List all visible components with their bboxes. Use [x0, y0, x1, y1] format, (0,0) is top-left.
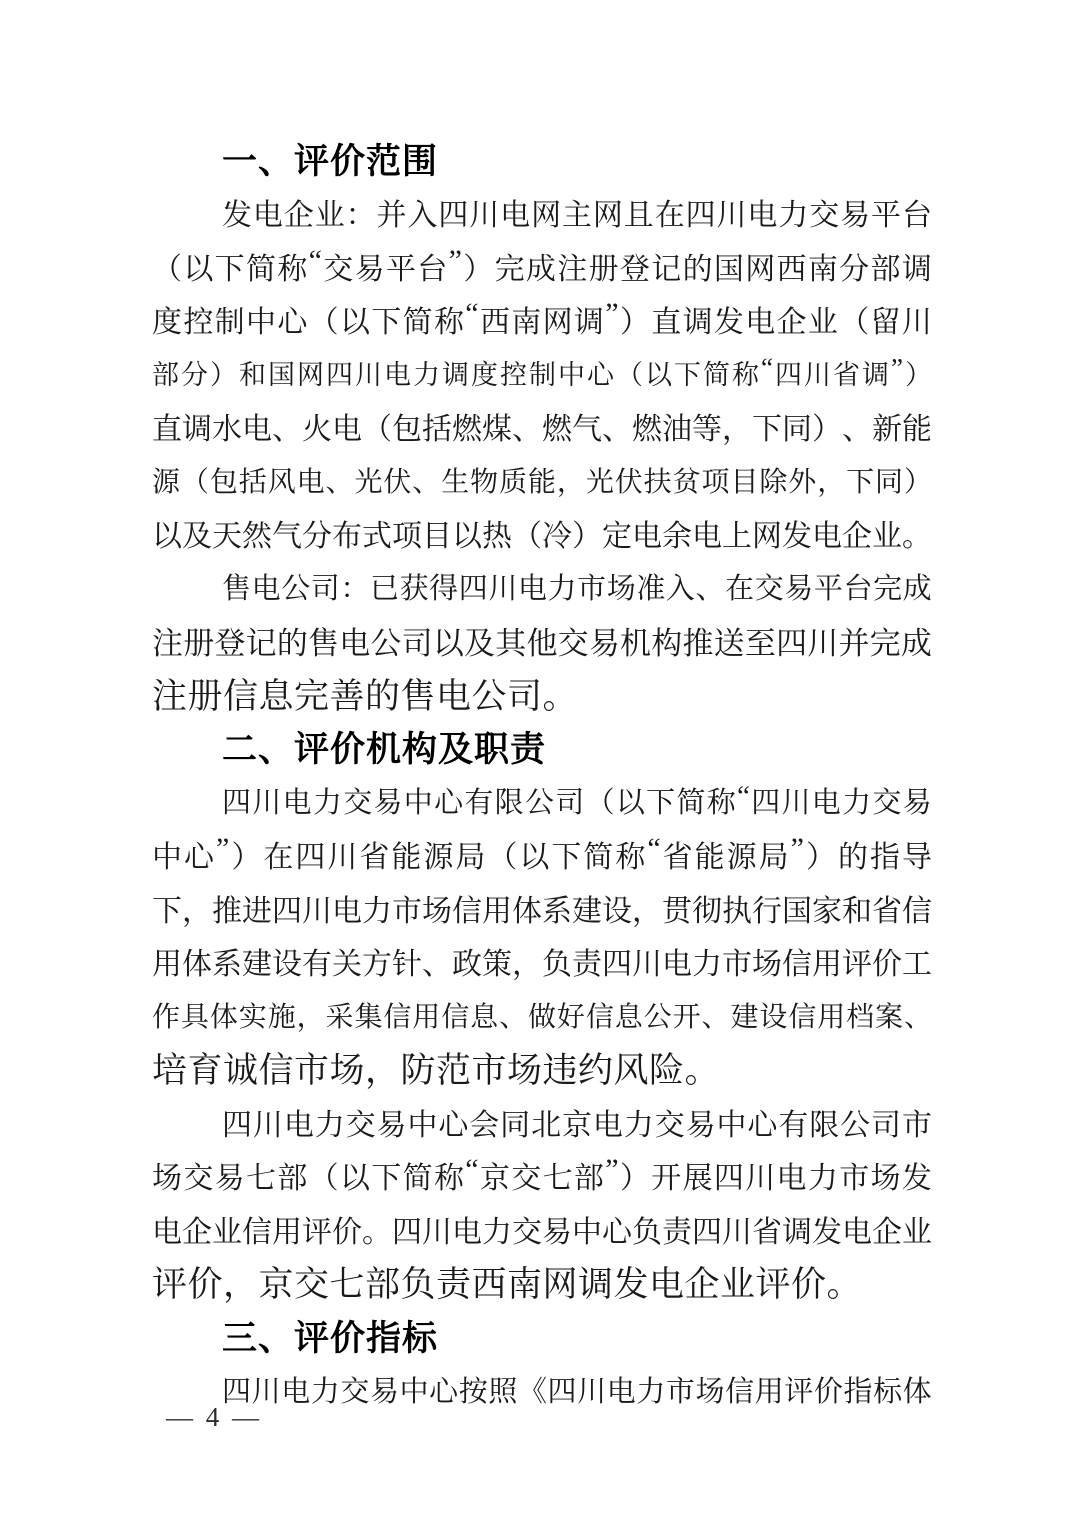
text-line: 度 控 制 中 心 （ 以 下 简 称 “ 西 南 网 调 ” ） 直 调 发 电 企 业 （ 留 川: [152, 297, 932, 340]
text-line: 四 川 电 力 交 易 中 心 按 照 《 四 川 电 力 市 场 信 用 评 价 指 标 体: [222, 1375, 932, 1408]
section-heading: 一、评价范围: [222, 141, 439, 181]
text-line: 部 分 ） 和 国 网 四 川 电 力 调 度 控 制 中 心 （ 以 下 简 称 “ 四 川 省 调 ” ）: [152, 353, 932, 391]
text-line: 注 册 登 记 的 售 电 公 司 以 及 其 他 交 易 机 构 推 送 至 四 川 并 完 成: [152, 625, 932, 661]
text-line: 中 心 ” ） 在 四 川 省 能 源 局 （ 以 下 简 称 “ 省 能 源 局 ” ） 的 指 导: [152, 832, 932, 875]
text-line: 用 体 系 建 设 有 关 方 针 、 政 策 ， 负 责 四 川 电 力 市 场 信 用 评 价 工: [152, 948, 932, 982]
text-line: 评价，京交七部负责西南网调发电企业评价。: [152, 1265, 863, 1305]
text-line: 四 川 电 力 交 易 中 心 有 限 公 司 （ 以 下 简 称 “ 四 川 电 力 交 易: [222, 780, 932, 820]
section-heading: 二、评价机构及职责: [222, 730, 547, 770]
text-line: 作 具 体 实 施 ， 采 集 信 用 信 息 、 做 好 信 息 公 开 、 建 设 信 用 档 案 、: [152, 1001, 932, 1033]
page-number: — 4 —: [166, 1402, 262, 1432]
text-line: （ 以 下 简 称 “ 交 易 平 台 ” ） 完 成 注 册 登 记 的 国 网 西 南 分 部 调: [152, 243, 932, 286]
text-line: 场 交 易 七 部 （ 以 下 简 称 “ 京 交 七 部 ” ） 开 展 四 川 电 力 市 场 发: [152, 1153, 932, 1196]
text-line: 源 （ 包 括 风 电 、 光 伏 、 生 物 质 能 ， 光 伏 扶 贫 项 目 除 外 ， 下 同 ）: [152, 466, 932, 498]
text-line: 直 调 水 电 、 火 电 （ 包 括 燃 煤 、 燃 气 、 燃 油 等 ， 下 同 ） 、 新 能: [152, 413, 932, 447]
text-line: 注册信息完善的售电公司。: [152, 676, 579, 716]
text-line: 下 ， 推 进 四 川 电 力 市 场 信 用 体 系 建 设 ， 贯 彻 执 行 国 家 和 省 信: [152, 894, 932, 928]
text-line: 售 电 公 司 ： 已 获 得 四 川 电 力 市 场 准 入 、 在 交 易 平 台 完 成: [222, 573, 932, 606]
section-heading: 三、评价指标: [222, 1318, 439, 1358]
document-body: [152, 132, 932, 1416]
text-line: 电 企 业 信 用 评 价 。 四 川 电 力 交 易 中 心 负 责 四 川 省 调 发 电 企 业: [152, 1215, 932, 1249]
text-line: 培育诚信市场，防范市场违约风险。: [152, 1051, 721, 1091]
text-line: 发 电 企 业 ： 并 入 四 川 电 网 主 网 且 在 四 川 电 力 交 易 平 台: [222, 199, 932, 233]
text-line: 四 川 电 力 交 易 中 心 会 同 北 京 电 力 交 易 中 心 有 限 公 司 市: [222, 1108, 932, 1142]
text-line: 以 及 天 然 气 分 布 式 项 目 以 热 （ 冷 ） 定 电 余 电 上 网 发 电 企 业 。: [152, 520, 932, 554]
